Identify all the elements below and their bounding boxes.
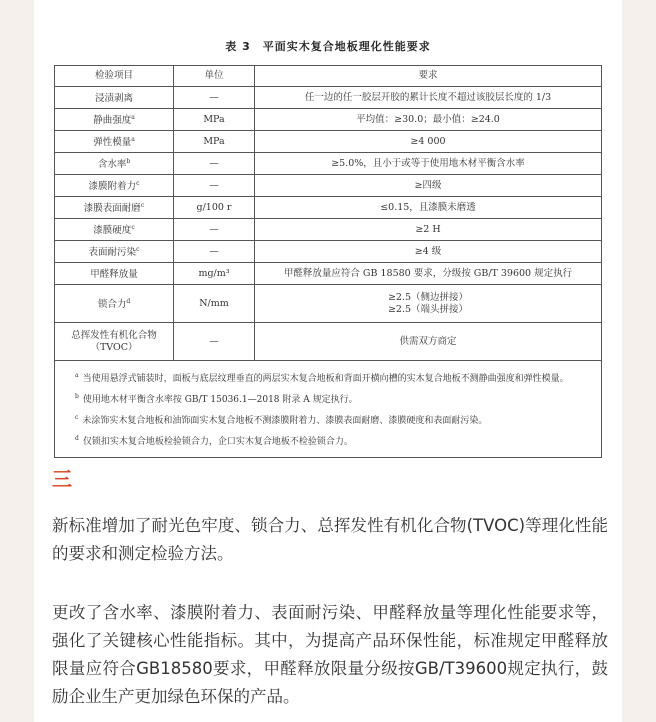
cell-item: 表面耐污染$^c$ (55, 241, 174, 263)
cell-unit: N/mm (174, 285, 255, 323)
cell-item: 浸渍剥离 (55, 87, 174, 109)
table-notes-row (55, 361, 602, 458)
cell-requirement: ≥2.5（侧边拼接） ≥2.5（端头拼接） (255, 285, 602, 323)
cell-item: 甲醛释放量 (55, 263, 174, 285)
header-unit: 单位 (174, 66, 255, 87)
table-row (55, 263, 602, 285)
table-note: $^a$ 当使用悬浮式铺装时，面板与底层纹理垂直的两层实木复合地板和背面开横向槽的实木复合地板不测静曲强度和弹性模量。 (75, 372, 569, 384)
cell-unit: MPa (174, 131, 255, 153)
table-body (55, 87, 602, 458)
cell-requirement: ≤0.15，且漆膜未磨透 (255, 197, 602, 219)
cell-item: 弹性模量$^a$ (55, 131, 174, 153)
cell-requirement: ≥4 000 (255, 131, 602, 153)
spec-table (54, 65, 602, 458)
cell-requirement: ≥2 H (255, 219, 602, 241)
cell-item: 漆膜附着力$^c$ (55, 175, 174, 197)
header-item: 检验项目 (55, 66, 174, 87)
table-row (55, 241, 602, 263)
table-row (55, 219, 602, 241)
cell-unit: — (174, 87, 255, 109)
table-row (55, 131, 602, 153)
cell-item: 静曲强度$^a$ (55, 109, 174, 131)
cell-unit: mg/m³ (174, 263, 255, 285)
table-title: 表 3 平面实木复合地板理化性能要求 (225, 40, 431, 53)
table-row-lock (55, 285, 602, 323)
table-row (55, 175, 602, 197)
table-note: $^b$ 使用地木材平衡含水率按 GB/T 15036.1—2018 附录 A 规定执行。 (75, 393, 358, 405)
table-header-row (55, 66, 602, 87)
cell-unit: MPa (174, 109, 255, 131)
header-requirement: 要求 (255, 66, 602, 87)
table-note: $^d$ 仅锁扣实木复合地板检验锁合力，企口实木复合地板不检验锁合力。 (75, 435, 353, 447)
cell-requirement: ≥四级 (255, 175, 602, 197)
notes-cell (55, 361, 602, 458)
cell-requirement: ≥5.0%，且小于或等于使用地木材平衡含水率 (255, 153, 602, 175)
table-row (55, 109, 602, 131)
cell-unit: — (174, 219, 255, 241)
document-page (34, 0, 622, 722)
paragraph-2: 更改了含水率、漆膜附着力、表面耐污染、甲醛释放量等理化性能要求等，强化了关键核心性能指标。其中，为提高产品环保性能，标准规定甲醛释放限量应符合GB18580要求，甲醛释放限量分级按GB/T39600规定执行，鼓励企业生产更加绿色环保的产品。 (52, 603, 608, 706)
cell-requirement: 供需双方商定 (255, 323, 602, 361)
cell-item: 总挥发性有机化合物 （TVOC） (55, 323, 174, 361)
table-row (55, 197, 602, 219)
cell-unit: — (174, 153, 255, 175)
cell-requirement: 平均值：≥30.0；最小值：≥24.0 (255, 109, 602, 131)
paragraph-1: 新标准增加了耐光色牢度、锁合力、总挥发性有机化合物(TVOC)等理化性能的要求和测定检验方法。 (52, 516, 608, 563)
cell-unit: g/100 r (174, 197, 255, 219)
cell-unit: — (174, 175, 255, 197)
cell-unit: — (174, 241, 255, 263)
cell-requirement: 甲醛释放量应符合 GB 18580 要求，分级按 GB/T 39600 规定执行 (255, 263, 602, 285)
cell-requirement: ≥4 级 (255, 241, 602, 263)
cell-item: 锁合力$^d$ (55, 285, 174, 323)
cell-requirement: 任一边的任一胶层开胶的累计长度不超过该胶层长度的 1/3 (255, 87, 602, 109)
cell-item: 漆膜硬度$^c$ (55, 219, 174, 241)
cell-unit: — (174, 323, 255, 361)
cell-item: 含水率$^b$ (55, 153, 174, 175)
table-row (55, 87, 602, 109)
table-row-tvoc (55, 323, 602, 361)
section-marker: 三 (52, 467, 72, 491)
table-row (55, 153, 602, 175)
table-note: $^c$ 未涂饰实木复合地板和油饰面实木复合地板不测漆膜附着力、漆膜表面耐磨、漆膜硬度和表面耐污染。 (75, 414, 488, 426)
cell-item: 漆膜表面耐磨$^c$ (55, 197, 174, 219)
